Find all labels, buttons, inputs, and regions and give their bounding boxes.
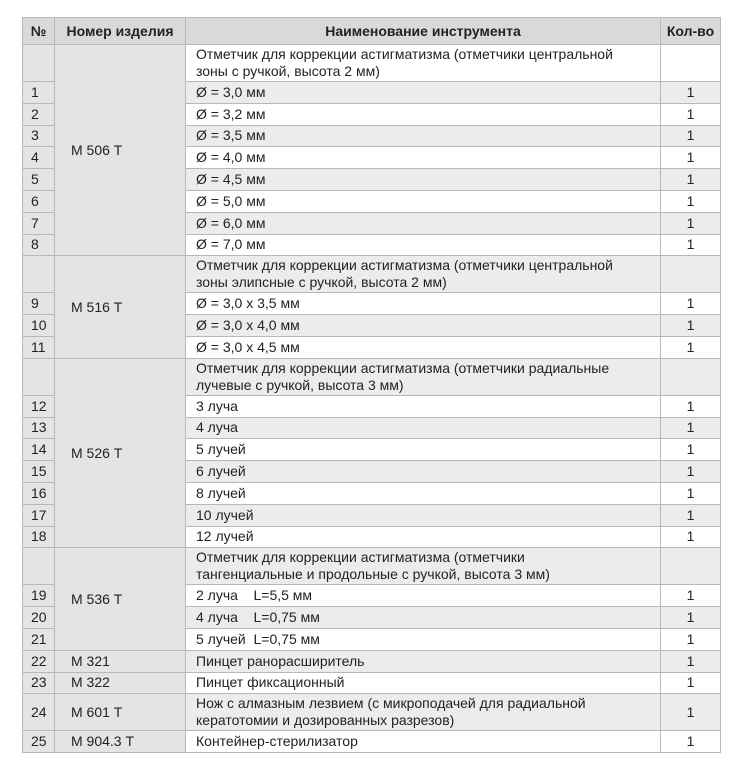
instrument-name: Ø = 3,0 мм [186, 82, 661, 104]
instrument-name: Ø = 3,5 мм [186, 125, 661, 147]
product-code: М 506 Т [55, 45, 186, 256]
group-title-row [23, 256, 721, 293]
header-qty: Кол-во [661, 18, 721, 45]
row-number: 17 [23, 504, 55, 526]
instrument-name: 3 луча [186, 395, 661, 417]
quantity: 1 [661, 125, 721, 147]
table-row [23, 694, 721, 731]
quantity: 1 [661, 628, 721, 650]
row-number: 18 [23, 526, 55, 548]
group-title [186, 548, 661, 585]
table-row [23, 731, 721, 753]
product-code: М 904.3 Т [55, 731, 186, 753]
quantity: 1 [661, 526, 721, 548]
text-line: Отметчик для коррекции астигматизма (отметчики центральной [196, 46, 613, 62]
row-number-empty [23, 256, 55, 293]
instrument-name: Ø = 3,0 x 3,5 мм [186, 293, 661, 315]
text-line: Отметчик для коррекции астигматизма (отметчики центральной [196, 257, 613, 274]
text-line: зоны элипсные с ручкой, высота 2 мм) [196, 274, 447, 291]
product-code: М 321 [55, 650, 186, 672]
row-number-empty [23, 45, 55, 82]
instrument-name: 5 лучей L=0,75 мм [186, 628, 661, 650]
instrument-name: Ø = 7,0 мм [186, 234, 661, 256]
instrument-table-container [22, 17, 721, 753]
product-code: М 601 Т [55, 694, 186, 731]
text-line: Пинцет ранорасширитель [196, 652, 365, 669]
product-code: М 322 [55, 672, 186, 694]
quantity: 1 [661, 234, 721, 256]
quantity: 1 [661, 461, 721, 483]
text-line: лучевые с ручкой, высота 3 мм) [196, 376, 404, 393]
table-row [23, 650, 721, 672]
text-line: Контейнер-стерилизатор [196, 733, 358, 750]
row-number: 2 [23, 103, 55, 125]
instrument-name: 6 лучей [186, 461, 661, 483]
quantity: 1 [661, 103, 721, 125]
quantity: 1 [661, 694, 721, 731]
group-title [186, 45, 661, 82]
row-number: 5 [23, 169, 55, 191]
quantity-empty [661, 358, 721, 395]
product-code: М 536 Т [55, 548, 186, 650]
table-header-row [23, 18, 721, 45]
row-number: 7 [23, 212, 55, 234]
instrument-name: Ø = 5,0 мм [186, 190, 661, 212]
row-number-empty [23, 358, 55, 395]
quantity: 1 [661, 395, 721, 417]
text-line: Отметчик для коррекции астигматизма (отметчики [196, 549, 525, 566]
instrument-name [186, 731, 661, 753]
instrument-name [186, 694, 661, 731]
group-title-row [23, 45, 721, 82]
quantity: 1 [661, 504, 721, 526]
group-title [186, 358, 661, 395]
quantity: 1 [661, 190, 721, 212]
instrument-name: Ø = 3,0 x 4,5 мм [186, 336, 661, 358]
row-number: 11 [23, 336, 55, 358]
quantity: 1 [661, 417, 721, 439]
row-number: 25 [23, 731, 55, 753]
row-number: 6 [23, 190, 55, 212]
row-number: 10 [23, 315, 55, 337]
quantity: 1 [661, 82, 721, 104]
row-number: 1 [23, 82, 55, 104]
header-num: № [23, 18, 55, 45]
quantity-empty [661, 256, 721, 293]
text-line: зоны с ручкой, высота 2 мм) [196, 63, 380, 79]
row-number: 15 [23, 461, 55, 483]
row-number: 19 [23, 585, 55, 607]
quantity-empty [661, 45, 721, 82]
quantity: 1 [661, 169, 721, 191]
instrument-table [22, 17, 721, 753]
group-title [186, 256, 661, 293]
quantity: 1 [661, 293, 721, 315]
text-line: кератотомии и дозированных разрезов) [196, 712, 455, 729]
row-number: 13 [23, 417, 55, 439]
row-number: 20 [23, 607, 55, 629]
row-number: 21 [23, 628, 55, 650]
group-title-row [23, 548, 721, 585]
text-line: тангенциальные и продольные с ручкой, высота 3 мм) [196, 566, 550, 583]
header-name: Наименование инструмента [186, 18, 661, 45]
instrument-name: Ø = 4,0 мм [186, 147, 661, 169]
group-title-row [23, 358, 721, 395]
row-number: 14 [23, 439, 55, 461]
quantity: 1 [661, 731, 721, 753]
row-number: 12 [23, 395, 55, 417]
quantity: 1 [661, 439, 721, 461]
quantity: 1 [661, 212, 721, 234]
quantity: 1 [661, 607, 721, 629]
table-row [23, 672, 721, 694]
table-body [23, 45, 721, 753]
instrument-name: Ø = 3,2 мм [186, 103, 661, 125]
row-number: 23 [23, 672, 55, 694]
row-number: 8 [23, 234, 55, 256]
instrument-name: 4 луча [186, 417, 661, 439]
instrument-name: Ø = 3,0 x 4,0 мм [186, 315, 661, 337]
quantity: 1 [661, 585, 721, 607]
instrument-name [186, 650, 661, 672]
row-number: 3 [23, 125, 55, 147]
instrument-name [186, 672, 661, 694]
instrument-name: 8 лучей [186, 482, 661, 504]
row-number: 16 [23, 482, 55, 504]
instrument-name: 4 луча L=0,75 мм [186, 607, 661, 629]
instrument-name: 2 луча L=5,5 мм [186, 585, 661, 607]
instrument-name: 5 лучей [186, 439, 661, 461]
header-code: Номер изделия [55, 18, 186, 45]
instrument-name: 12 лучей [186, 526, 661, 548]
quantity: 1 [661, 147, 721, 169]
product-code: М 526 Т [55, 358, 186, 548]
row-number: 4 [23, 147, 55, 169]
instrument-name: Ø = 4,5 мм [186, 169, 661, 191]
instrument-name: Ø = 6,0 мм [186, 212, 661, 234]
quantity: 1 [661, 336, 721, 358]
quantity: 1 [661, 672, 721, 694]
row-number-empty [23, 548, 55, 585]
row-number: 9 [23, 293, 55, 315]
text-line: Отметчик для коррекции астигматизма (отметчики радиальные [196, 359, 610, 376]
text-line: Нож с алмазным лезвием (с микроподачей для радиальной [196, 695, 586, 712]
instrument-name: 10 лучей [186, 504, 661, 526]
quantity-empty [661, 548, 721, 585]
row-number: 24 [23, 694, 55, 731]
row-number: 22 [23, 650, 55, 672]
quantity: 1 [661, 482, 721, 504]
text-line: Пинцет фиксационный [196, 674, 345, 691]
product-code: М 516 Т [55, 256, 186, 358]
quantity: 1 [661, 650, 721, 672]
quantity: 1 [661, 315, 721, 337]
